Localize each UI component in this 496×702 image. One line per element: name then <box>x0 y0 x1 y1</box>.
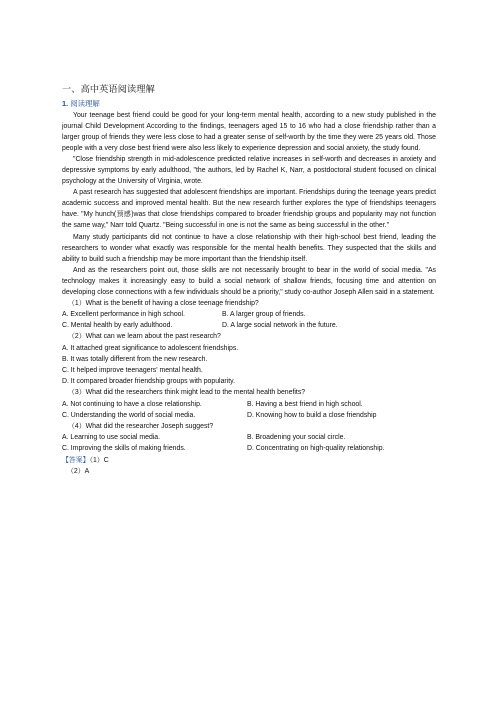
question-2-stem: （2）What can we learn about the past research? <box>68 333 221 341</box>
q3-option-b: B. Having a best friend in high school. <box>247 400 363 408</box>
question-3-options-row-1 <box>62 399 436 410</box>
question-4-stem: （4）What did the researcher Joseph suggest? <box>68 423 214 431</box>
question-4-options-row-1 <box>62 432 436 443</box>
answer-line <box>62 455 436 467</box>
question-3-stem: （3）What did the researchers think might lead to the mental health benefits? <box>68 389 306 397</box>
q2-option-c: C. It helped improve teenagers' mental health. <box>62 367 203 375</box>
q4-option-c: C. Improving the skills of making friends. <box>62 445 186 453</box>
q4-option-d: D. Concentrating on high-quality relationship. <box>247 445 385 453</box>
q3-option-a: A. Not continuing to have a close relationship. <box>62 400 202 408</box>
passage-paragraph-4: Many study participants did not continue to have a close relationship with their high-school best friend, leading the researchers to wonder what exactly was responsible for the mental health benefits. They suspected that the skills and ability to build such a friendship may be more important than the friendship itself. <box>62 233 436 263</box>
question-label: 阅读理解 <box>70 99 100 108</box>
q4-option-b: B. Broadening your social circle. <box>247 434 346 442</box>
q1-option-b: B. A larger group of friends. <box>222 311 306 318</box>
passage-paragraph-2: "Close friendship strength in mid-adolescence predicted relative increases in self-worth and decreases in anxiety and depressive symptoms by early adulthood, "the authors, led by Rachel K, Narr, a postdoctoral student focused on clinical psychology at the University of Virginia, wrote. <box>62 156 436 186</box>
q2-option-b: B. It was totally different from the new research. <box>62 355 208 363</box>
document-page <box>62 83 436 478</box>
q3-option-d: D. Knowing how to build a close friendship <box>247 411 377 419</box>
question-1-options-row-2 <box>62 320 436 331</box>
question-heading <box>62 98 436 109</box>
q3-option-c: C. Understanding the world of social media. <box>62 411 196 419</box>
question-number: 1. <box>62 99 69 108</box>
question-1-stem: （1）What is the benefit of having a close teenage friendship? <box>68 299 259 307</box>
passage-paragraph-5: And as the researchers point out, those skills are not necessarily brought to bear in the world of social media. "As technology makes it increasingly easy to build a social network of shallow friends, focusing time and attention on developing close connections with a few individuals should be a priority," study co-author Joseph Allen said in a statement. <box>62 266 436 296</box>
question-1-options-row-1 <box>62 309 436 320</box>
answer-tag: 【答案】 <box>62 456 90 464</box>
q2-option-d: D. It compared broader friendship groups with popularity. <box>62 378 235 386</box>
q2-option-a: A. It attached great significance to adolescent friendships. <box>62 344 239 352</box>
answer-1: （1）C <box>89 456 109 464</box>
q1-option-a: A. Excellent performance in high school. <box>62 311 185 318</box>
passage-paragraph-3: A past research has suggested that adolescent friendships are important. Friendships during the teenage years predict academic success and improved mental health. But the new research further explores the type of friendships teenagers have. "My hunch(预感)was that close friendships compared to broader friendship groups and popularity may not function the same way," Narr told Quartz. "Being successful in one is not the same as being successful in the other." <box>62 189 436 230</box>
section-title: 一、高中英语阅读理解 <box>62 84 155 94</box>
answer-2: （2）A <box>67 468 90 476</box>
q4-option-a: A. Learning to use social media. <box>62 434 161 442</box>
q1-option-d: D. A large social network in the future. <box>222 322 338 330</box>
question-4-options-row-2 <box>62 443 436 454</box>
question-3-options-row-2 <box>62 410 436 421</box>
passage-paragraph-1: Your teenage best friend could be good for your long-term mental health, according to a new study published in the journal Child Development According to the findings, teenagers aged 15 to 16 who had a close friendship rather than a larger group of friends they were less close to had a greater sense of self-worth by the time they were 25 years old. Those people with a very close best friend were also less likely to experience depression and social anxiety, the study found. <box>62 112 436 153</box>
q1-option-c: C. Mental health by early adulthood. <box>62 322 173 330</box>
